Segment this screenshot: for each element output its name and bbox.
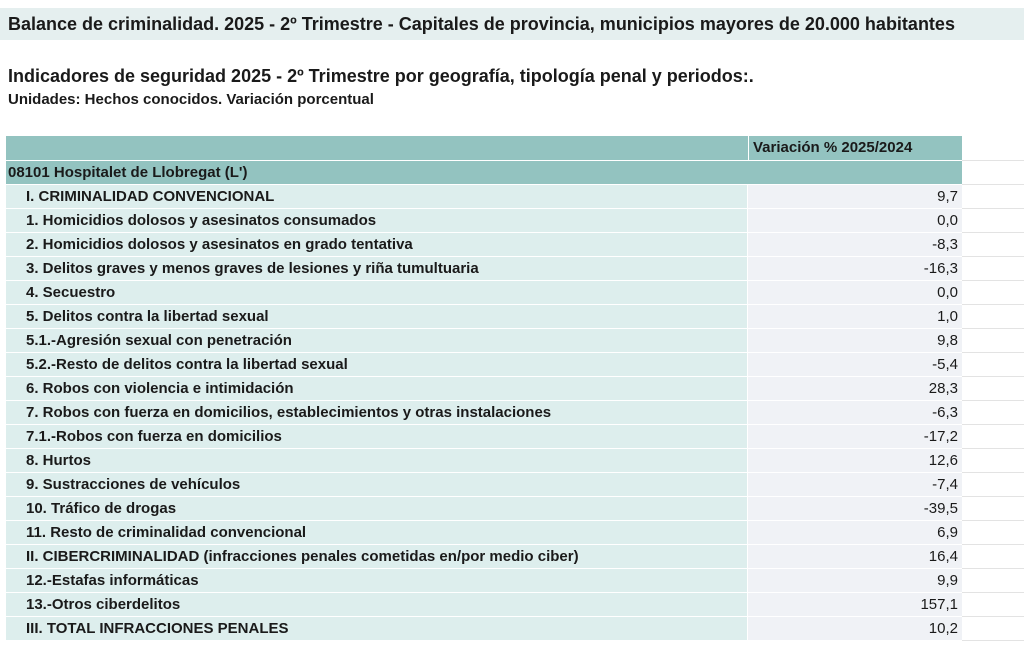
row-value: -7,4 [747,473,962,496]
table-row[interactable] [6,256,962,280]
row-value: 12,6 [747,449,962,472]
table-row[interactable] [6,304,962,328]
row-label: 3. Delitos graves y menos graves de lesiones y riña tumultuaria [6,257,747,280]
row-value: -39,5 [747,497,962,520]
gridline [962,568,1024,569]
row-label: III. TOTAL INFRACCIONES PENALES [6,617,747,640]
row-label: 2. Homicidios dolosos y asesinatos en grado tentativa [6,233,747,256]
row-value: -8,3 [747,233,962,256]
table-subtitle: Indicadores de seguridad 2025 - 2º Trimestre por geografía, tipología penal y periodos:. [8,66,754,86]
row-value: 28,3 [747,377,962,400]
gridline [962,448,1024,449]
row-value: -17,2 [747,425,962,448]
gridline [962,496,1024,497]
gridline [962,640,1024,641]
gridline [962,352,1024,353]
table-row[interactable] [6,376,962,400]
row-label: 5.1.-Agresión sexual con penetración [6,329,747,352]
row-label: 13.-Otros ciberdelitos [6,593,747,616]
gridline [962,208,1024,209]
row-value: -16,3 [747,257,962,280]
units-note: Unidades: Hechos conocidos. Variación porcentual [8,91,374,108]
row-label: 5.2.-Resto de delitos contra la libertad sexual [6,353,747,376]
row-label: 1. Homicidios dolosos y asesinatos consumados [6,209,747,232]
row-label: 10. Tráfico de drogas [6,497,747,520]
gridline [962,592,1024,593]
row-label: II. CIBERCRIMINALIDAD (infracciones penales cometidas en/por medio ciber) [6,545,747,568]
gridline [962,376,1024,377]
table-body [6,184,962,640]
table-row[interactable] [6,328,962,352]
gridline [962,160,1024,161]
column-header-variation[interactable]: Variación % 2025/2024 [753,139,913,156]
row-label: 5. Delitos contra la libertad sexual [6,305,747,328]
table-row[interactable] [6,448,962,472]
row-label: 12.-Estafas informáticas [6,569,747,592]
row-label: 6. Robos con violencia e intimidación [6,377,747,400]
gridline [962,616,1024,617]
gridline [962,232,1024,233]
data-table [6,136,962,640]
title-bar [0,8,1024,40]
table-header-row [6,136,962,160]
gridline [962,328,1024,329]
table-row[interactable] [6,352,962,376]
row-value: 9,9 [747,569,962,592]
gridline [962,544,1024,545]
row-label: 7. Robos con fuerza en domicilios, establecimientos y otras instalaciones [6,401,747,424]
row-value: 0,0 [747,209,962,232]
row-label: I. CRIMINALIDAD CONVENCIONAL [6,185,747,208]
row-value: 16,4 [747,545,962,568]
row-label: 7.1.-Robos con fuerza en domicilios [6,425,747,448]
row-label: 4. Secuestro [6,281,747,304]
table-row[interactable] [6,232,962,256]
row-label: 9. Sustracciones de vehículos [6,473,747,496]
table-row[interactable] [6,280,962,304]
geography-row[interactable]: 08101 Hospitalet de Llobregat (L') [6,160,962,184]
gridline [962,520,1024,521]
gridline [962,256,1024,257]
table-row[interactable] [6,208,962,232]
table-row[interactable] [6,496,962,520]
row-label: 11. Resto de criminalidad convencional [6,521,747,544]
row-value: -6,3 [747,401,962,424]
table-row[interactable] [6,424,962,448]
row-value: 6,9 [747,521,962,544]
row-value: 9,7 [747,185,962,208]
row-value: 0,0 [747,281,962,304]
table-row[interactable] [6,616,962,640]
header-empty-cell [6,136,749,160]
row-value: -5,4 [747,353,962,376]
row-value: 1,0 [747,305,962,328]
table-row[interactable] [6,472,962,496]
table-row[interactable] [6,400,962,424]
gridline [962,424,1024,425]
row-value: 9,8 [747,329,962,352]
table-row[interactable] [6,544,962,568]
gridline [962,280,1024,281]
gridline [962,184,1024,185]
table-row[interactable] [6,520,962,544]
gridline [962,400,1024,401]
gridline [962,304,1024,305]
row-value: 157,1 [747,593,962,616]
table-row[interactable] [6,568,962,592]
row-label: 8. Hurtos [6,449,747,472]
row-value: 10,2 [747,617,962,640]
table-row[interactable] [6,592,962,616]
page-title: Balance de criminalidad. 2025 - 2º Trimestre - Capitales de provincia, municipios mayores de 20.000 habitantes [8,14,955,34]
gridline [962,472,1024,473]
table-row[interactable] [6,184,962,208]
